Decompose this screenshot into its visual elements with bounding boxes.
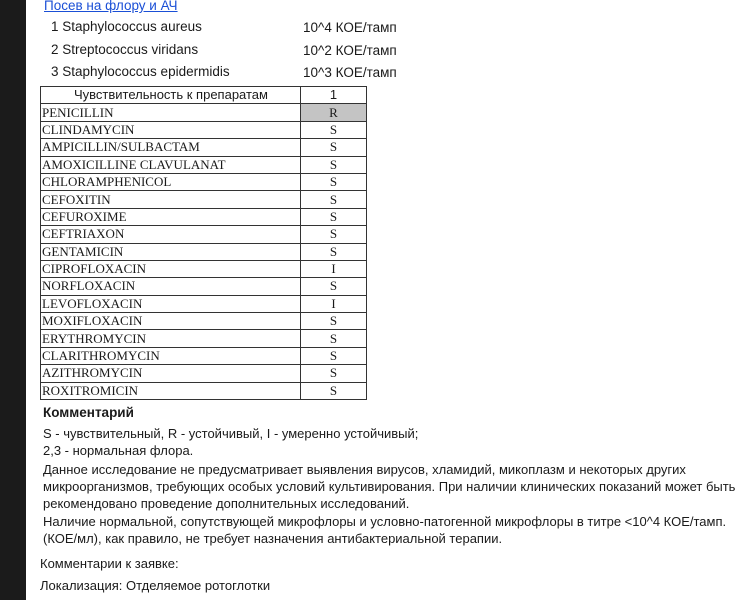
sensitivity-value: S [301, 208, 367, 225]
sensitivity-value: S [301, 243, 367, 260]
table-row [41, 365, 367, 382]
table-row [41, 313, 367, 330]
comment-heading: Комментарий [43, 405, 134, 420]
table-row [41, 173, 367, 190]
sensitivity-value: I [301, 295, 367, 312]
localization-label: Локализация: Отделяемое ротоглотки [40, 578, 271, 593]
drug-name: GENTAMICIN [41, 243, 301, 260]
drug-name: AZITHROMYCIN [41, 365, 301, 382]
drug-name: ROXITROMICIN [41, 382, 301, 399]
table-header-row [41, 87, 367, 104]
sensitivity-value: S [301, 347, 367, 364]
organism-1-name: 1 Staphylococcus aureus [51, 19, 202, 34]
sensitivity-table [40, 86, 367, 400]
left-scrollbar-strip [0, 0, 26, 600]
drug-name: CEFUROXIME [41, 208, 301, 225]
table-row [41, 226, 367, 243]
sensitivity-value: S [301, 121, 367, 138]
sensitivity-value: S [301, 156, 367, 173]
header-isolate: 1 [301, 87, 367, 104]
sensitivity-value: S [301, 382, 367, 399]
drug-name: CIPROFLOXACIN [41, 260, 301, 277]
table-row [41, 191, 367, 208]
table-row [41, 156, 367, 173]
drug-name: NORFLOXACIN [41, 278, 301, 295]
sensitivity-value: S [301, 278, 367, 295]
drug-name: PENICILLIN [41, 104, 301, 121]
drug-name: LEVOFLOXACIN [41, 295, 301, 312]
disclaimer-paragraph: Данное исследование не предусматривает выявления вирусов, хламидий, микоплазм и некоторых других микроорганизмов, требующих особых условий культивирования. При наличии клинических показаний может быть рекомендовано проведение дополнительных исследований. [43, 462, 736, 511]
sensitivity-value: S [301, 330, 367, 347]
sensitivity-value: S [301, 313, 367, 330]
order-comments-label: Комментарии к заявке: [40, 556, 179, 571]
table-row [41, 347, 367, 364]
organism-3-titer: 10^3 КОЕ/тамп [303, 65, 397, 80]
sensitivity-value: R [301, 104, 367, 121]
drug-name: CHLORAMPHENICOL [41, 173, 301, 190]
drug-name: ERYTHROMYCIN [41, 330, 301, 347]
drug-name: AMPICILLIN/SULBACTAM [41, 139, 301, 156]
drug-name: CEFOXITIN [41, 191, 301, 208]
normal-flora-text: 2,3 - нормальная флора. [43, 443, 194, 458]
legend-text: S - чувствительный, R - устойчивый, I - умеренно устойчивый; [43, 426, 419, 441]
organism-2-name: 2 Streptococcus viridans [51, 42, 199, 57]
drug-name: CLARITHROMYCIN [41, 347, 301, 364]
organism-1-titer: 10^4 КОЕ/тамп [303, 20, 397, 35]
sensitivity-value: I [301, 260, 367, 277]
drug-name: CLINDAMYCIN [41, 121, 301, 138]
sensitivity-value: S [301, 191, 367, 208]
table-row [41, 260, 367, 277]
sensitivity-value: S [301, 139, 367, 156]
header-drug: Чувствительность к препаратам [41, 87, 301, 104]
culture-test-link[interactable]: Посев на флору и АЧ [44, 0, 178, 13]
organism-3-name: 3 Staphylococcus epidermidis [51, 64, 230, 79]
table-row [41, 330, 367, 347]
organism-2-titer: 10^2 КОЕ/тамп [303, 43, 397, 58]
sensitivity-value: S [301, 365, 367, 382]
sensitivity-value: S [301, 226, 367, 243]
table-row [41, 208, 367, 225]
table-row [41, 104, 367, 121]
table-row [41, 382, 367, 399]
table-row [41, 278, 367, 295]
table-row [41, 139, 367, 156]
table-row [41, 243, 367, 260]
sensitivity-value: S [301, 173, 367, 190]
drug-name: MOXIFLOXACIN [41, 313, 301, 330]
table-row [41, 295, 367, 312]
table-row [41, 121, 367, 138]
drug-name: CEFTRIAXON [41, 226, 301, 243]
drug-name: AMOXICILLINE CLAVULANAT [41, 156, 301, 173]
flora-note-paragraph: Наличие нормальной, сопутствующей микрофлоры и условно-патогенной микрофлоры в титре <10^4 КОЕ/тамп. (КОЕ/мл), как правило, не требует назначения антибактериальной терапии. [43, 514, 727, 546]
